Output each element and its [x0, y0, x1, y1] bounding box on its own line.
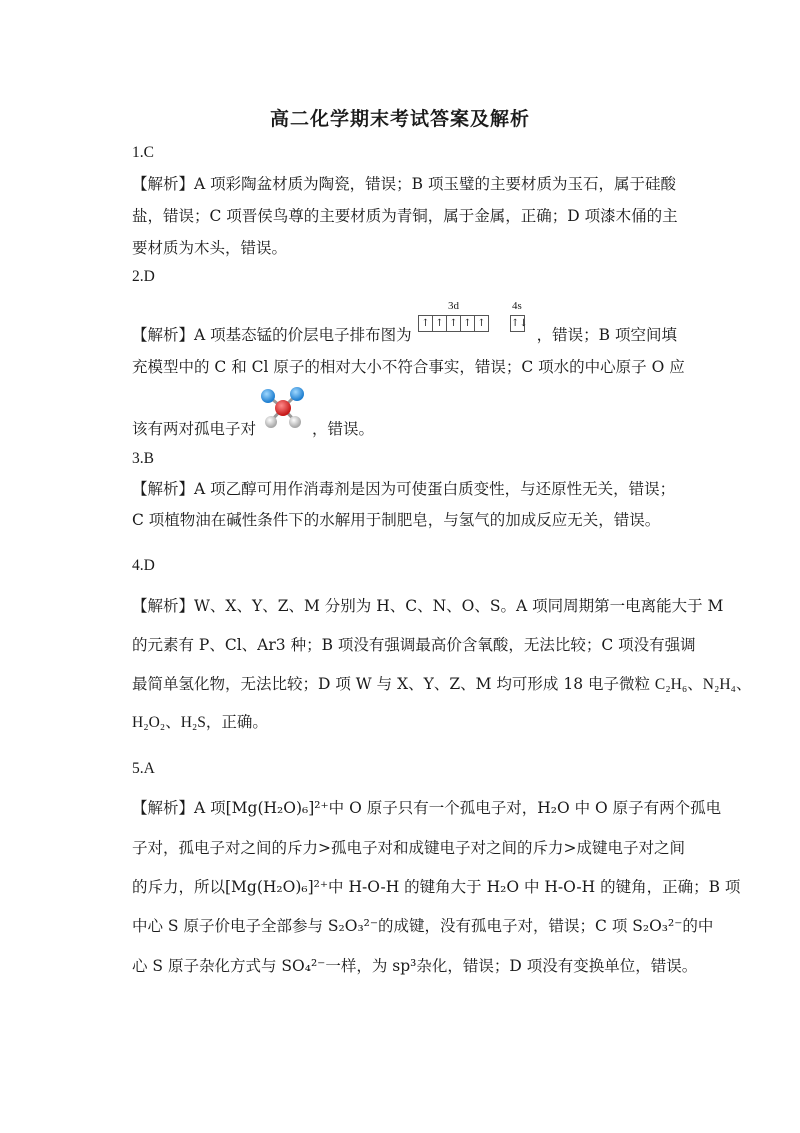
orbital-4s-label: 4s	[512, 300, 522, 312]
q5-explanation-line-1: 【解析】A 项[Mg(H₂O)₆]²⁺中 O 原子只有一个孤电子对，H₂O 中 O 原子有两个孤电	[132, 799, 722, 817]
q4-line3-text: 最简单氢化物，无法比较；D 项 W 与 X、Y、Z、M 均可形成 18 电子微粒	[132, 675, 650, 693]
q3-explanation-line-1: 【解析】A 项乙醇可用作消毒剂是因为可使蛋白质变性，与还原性无关，错误；	[132, 480, 676, 498]
q2-line1-text-b: ，错误；B 项空间填	[536, 326, 677, 344]
q2-explanation-line-1	[132, 324, 692, 346]
q2-answer: 2.D	[132, 268, 155, 285]
orbital-4s-boxes	[510, 315, 528, 332]
q2-line3-text-a: 该有两对孤电子对	[132, 420, 257, 438]
q2-explanation-line-3	[132, 418, 692, 440]
orbital-3d-label: 3d	[448, 300, 459, 312]
orbital-box: ↑	[433, 316, 447, 331]
q5-explanation-line-4: 中心 S 原子价电子全部参与 S₂O₃²⁻的成键，没有孤电子对，错误；C 项 S₂O₃²⁻的中	[132, 917, 714, 935]
q4-answer: 4.D	[132, 557, 155, 574]
q3-explanation-line-2: C 项植物油在碱性条件下的水解用于制肥皂，与氢气的加成反应无关，错误。	[132, 511, 661, 529]
q2-line3-text-b: ，错误。	[312, 420, 375, 438]
q4-explanation-line-2: 的元素有 P、Cl、Ar3 种；B 项没有强调最高价含氧酸，无法比较；C 项没有强调	[132, 636, 696, 654]
q2-explanation-line-2: 充模型中的 C 和 Cl 原子的相对大小不符合事实，错误；C 项水的中心原子 O 应	[132, 358, 685, 376]
orbital-box: ↑	[447, 316, 461, 331]
q2-line1-text-a: 【解析】A 项基态锰的价层电子排布图为	[132, 326, 412, 344]
orbital-box: ↑	[461, 316, 475, 331]
q5-explanation-line-5: 心 S 原子杂化方式与 SO₄²⁻一样，为 sp³杂化，错误；D 项没有变换单位，错误。	[132, 957, 698, 975]
q5-explanation-line-2: 子对，孤电子对之间的斥力>孤电子对和成键电子对之间的斥力>成键电子对之间	[132, 839, 685, 857]
orbital-box: ↑	[419, 316, 433, 331]
q1-explanation-line-3: 要材质为木头，错误。	[132, 239, 288, 257]
orbital-box: ↑↓	[511, 318, 528, 329]
q4-line3-formula: C₂H₆、N₂H₄、	[654, 676, 752, 693]
q3-answer: 3.B	[132, 450, 154, 467]
page-title: 高二化学期末考试答案及解析	[269, 108, 530, 130]
q4-explanation-line-4: H₂O₂、H₂S，正确。	[132, 714, 268, 731]
q1-explanation-line-2: 盐，错误；C 项晋侯鸟尊的主要材质为青铜，属于金属，正确；D 项漆木俑的主	[132, 207, 678, 225]
q5-explanation-line-3: 的斥力，所以[Mg(H₂O)₆]²⁺中 H-O-H 的键角大于 H₂O 中 H-O-H 的键角，正确；B 项	[132, 878, 741, 896]
q1-answer: 1.C	[132, 144, 154, 161]
q1-explanation-line-1: 【解析】A 项彩陶盆材质为陶瓷，错误；B 项玉璧的主要材质为玉石，属于硅酸	[132, 175, 676, 193]
q4-explanation-line-1: 【解析】W、X、Y、Z、M 分别为 H、C、N、O、S。A 项同周期第一电离能大于 M	[132, 597, 724, 615]
q5-answer: 5.A	[132, 760, 155, 777]
orbital-3d-boxes	[418, 315, 489, 332]
orbital-box: ↑	[477, 318, 486, 329]
orbital-diagram	[414, 300, 534, 340]
water-molecule-model-icon	[257, 386, 309, 432]
q4-explanation-line-3	[132, 673, 752, 696]
